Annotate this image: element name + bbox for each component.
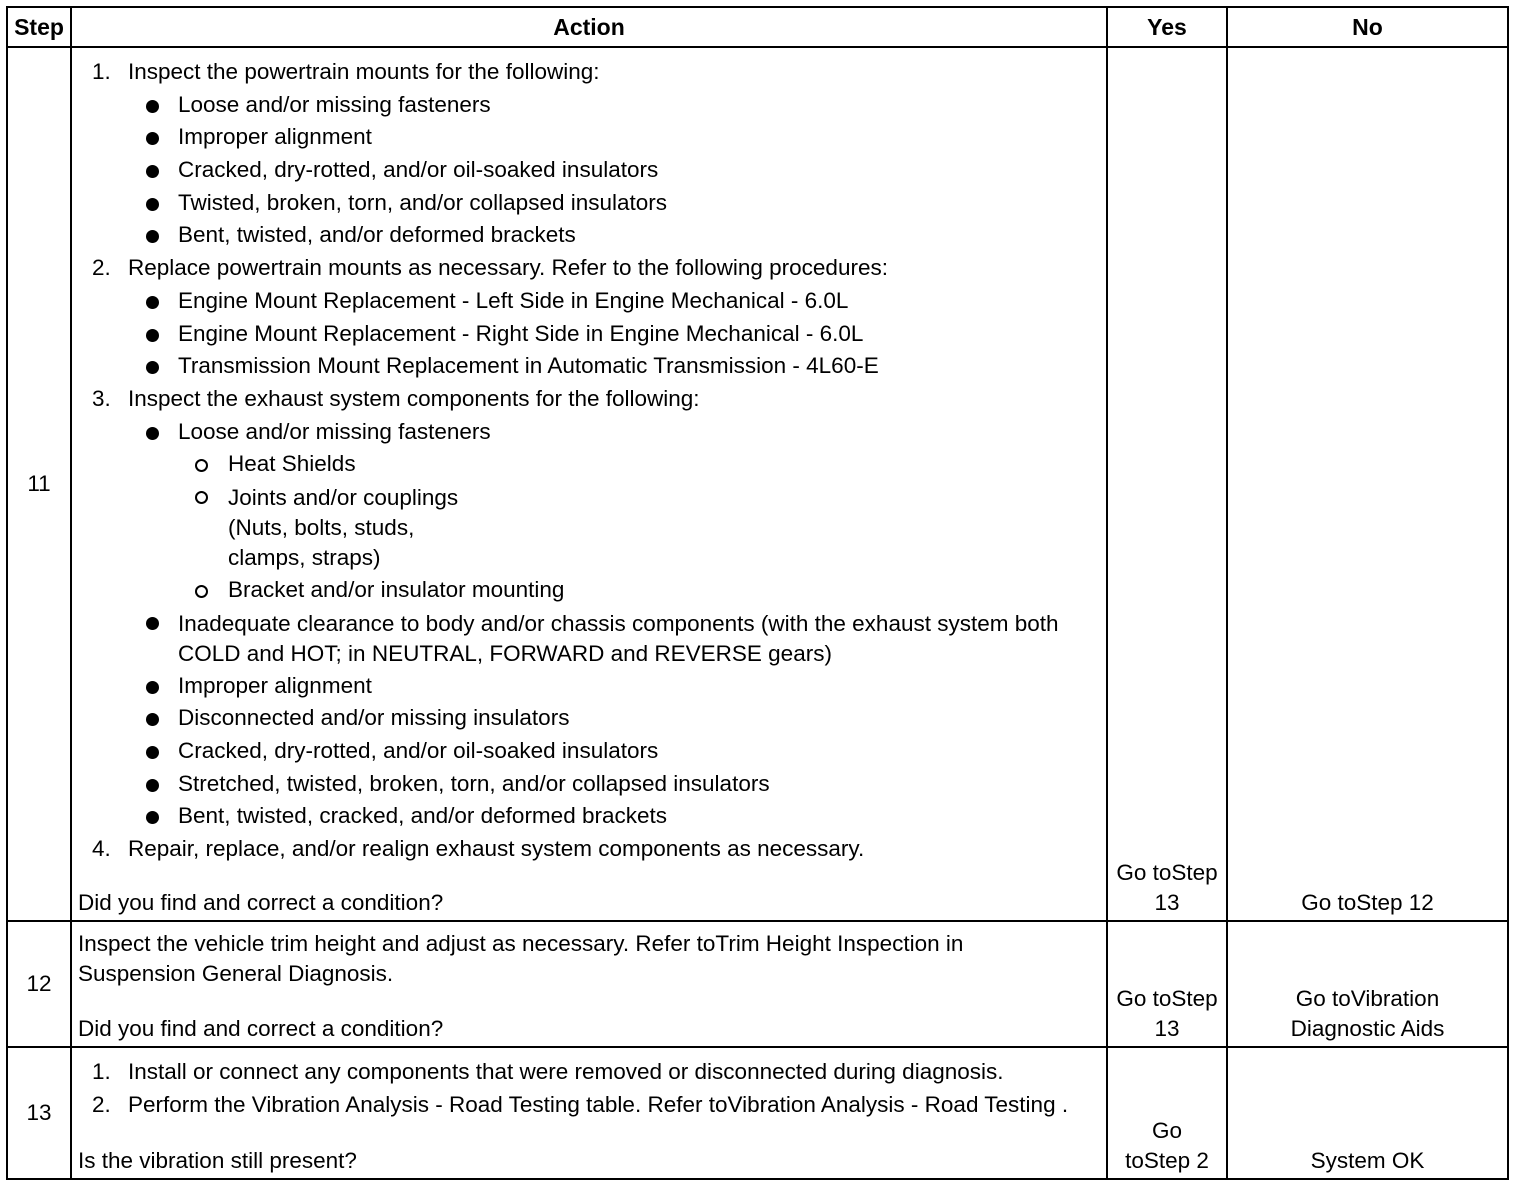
spacer [78, 989, 1102, 1014]
bullet-item [78, 89, 1102, 122]
bullet-item [78, 702, 1102, 735]
bullet-item [78, 670, 1102, 703]
bullet-item [78, 219, 1102, 252]
bullet-icon [146, 198, 159, 211]
bullet-item [78, 318, 1102, 351]
item-text: Cracked, dry-rotted, and/or oil-soaked insulators [178, 738, 659, 763]
sub-bullet-item [78, 481, 468, 574]
item-number: 1. [92, 59, 111, 84]
bullet-icon [146, 617, 159, 630]
item-text: Inspect the exhaust system components for the following: [128, 385, 700, 411]
bullet-icon [146, 427, 159, 440]
bullet-item [78, 285, 1102, 318]
item-text: Stretched, twisted, broken, torn, and/or collapsed insulators [178, 770, 770, 796]
action-cell [71, 921, 1107, 1047]
item-number: 1. [92, 1058, 111, 1084]
step-number: 11 [7, 47, 71, 921]
item-text: Engine Mount Replacement - Left Side in Engine Mechanical - 6.0L [178, 287, 849, 313]
header-action: Action [71, 7, 1107, 47]
item-text: Improper alignment [178, 672, 372, 698]
bullet-item [78, 350, 1102, 383]
item-text: Transmission Mount Replacement in Automatic Transmission - 4L60-E [178, 353, 879, 379]
table-row [7, 47, 1508, 921]
no-cell: System OK [1227, 1047, 1508, 1180]
list-item [78, 833, 1102, 866]
item-text: Inspect the powertrain mounts for the following: [128, 59, 600, 84]
item-text: Engine Mount Replacement - Right Side in Engine Mechanical - 6.0L [178, 320, 864, 346]
no-cell: Go toStep 12 [1227, 47, 1508, 921]
item-text: Joints and/or couplings (Nuts, bolts, studs, clamps, straps) [228, 484, 459, 570]
bullet-icon [146, 811, 159, 824]
bullet-icon [146, 230, 159, 243]
bullet-item [78, 187, 1102, 220]
yes-cell: Go toStep 13 [1107, 47, 1227, 921]
item-text: Loose and/or missing fasteners [178, 91, 491, 117]
item-text: Bent, twisted, and/or deformed brackets [178, 222, 576, 248]
bullet-icon [146, 329, 159, 342]
sub-bullet-item [78, 574, 1102, 607]
header-step: Step [7, 7, 71, 47]
question-text: Is the vibration still present? [78, 1148, 357, 1174]
action-cell [71, 47, 1107, 921]
item-text: Bent, twisted, cracked, and/or deformed brackets [178, 803, 667, 829]
action-cell [71, 1047, 1107, 1180]
item-text: Repair, replace, and/or realign exhaust system components as necessary. [128, 836, 865, 862]
list-item [78, 1056, 1102, 1089]
list-item [78, 252, 1102, 285]
bullet-icon [146, 361, 159, 374]
step-number: 13 [7, 1047, 71, 1180]
no-cell: Go toVibration Diagnostic Aids [1227, 921, 1508, 1047]
item-text: Replace powertrain mounts as necessary. Refer to the following procedures: [128, 255, 888, 281]
item-text: Loose and/or missing fasteners [178, 418, 491, 444]
yes-cell: Go toStep 13 [1107, 921, 1227, 1047]
yes-cell: Go toStep 2 [1107, 1047, 1227, 1180]
item-number: 2. [92, 255, 111, 281]
bullet-item [78, 800, 1102, 833]
item-text: Install or connect any components that were removed or disconnected during diagnosis. [128, 1058, 1004, 1084]
bullet-icon [146, 100, 159, 113]
item-text: Perform the Vibration Analysis - Road Testing table. Refer toVibration Analysis - Road Testing . [128, 1092, 1069, 1118]
bullet-icon [146, 713, 159, 726]
header-row [7, 7, 1508, 47]
item-text: Inadequate clearance to body and/or chassis components (with the exhaust system both COLD and HOT; in NEUTRAL, FORWARD and REVERSE gears) [178, 610, 1059, 666]
hollow-bullet-icon [195, 459, 208, 472]
item-number: 3. [92, 385, 111, 411]
item-number: 2. [92, 1092, 111, 1118]
item-number: 4. [92, 836, 111, 862]
bullet-item [78, 154, 1102, 187]
bullet-icon [146, 779, 159, 792]
table-row [7, 1047, 1508, 1180]
bullet-icon [146, 681, 159, 694]
item-text: Bracket and/or insulator mounting [228, 576, 565, 602]
list-item [78, 56, 1102, 89]
sub-bullet-item [78, 448, 1102, 481]
header-yes: Yes [1107, 7, 1227, 47]
question-text: Did you find and correct a condition? [78, 889, 444, 915]
spacer [78, 866, 1102, 888]
bullet-icon [146, 746, 159, 759]
bullet-icon [146, 132, 159, 145]
bullet-item [78, 121, 1102, 154]
hollow-bullet-icon [195, 585, 208, 598]
table-row [7, 921, 1508, 1047]
item-text: Heat Shields [228, 451, 356, 477]
bullet-icon [146, 296, 159, 309]
question-text: Did you find and correct a condition? [78, 1015, 444, 1041]
bullet-item [78, 768, 1102, 801]
bullet-item [78, 607, 1102, 670]
spacer [78, 1121, 1102, 1146]
list-item [78, 383, 1102, 416]
diagnostic-table [6, 6, 1509, 1180]
step-number: 12 [7, 921, 71, 1047]
item-text: Disconnected and/or missing insulators [178, 705, 570, 731]
item-text: Improper alignment [178, 124, 372, 150]
list-item [78, 1088, 1102, 1121]
item-text: Twisted, broken, torn, and/or collapsed insulators [178, 189, 668, 215]
bullet-icon [146, 165, 159, 178]
instruction-text: Inspect the vehicle trim height and adjust as necessary. Refer toTrim Height Inspection in Suspension General Diagnosis. [78, 930, 964, 986]
bullet-item [78, 735, 1102, 768]
item-text: Cracked, dry-rotted, and/or oil-soaked insulators [178, 157, 659, 183]
hollow-bullet-icon [195, 491, 208, 504]
bullet-item [78, 416, 1102, 449]
header-no: No [1227, 7, 1508, 47]
